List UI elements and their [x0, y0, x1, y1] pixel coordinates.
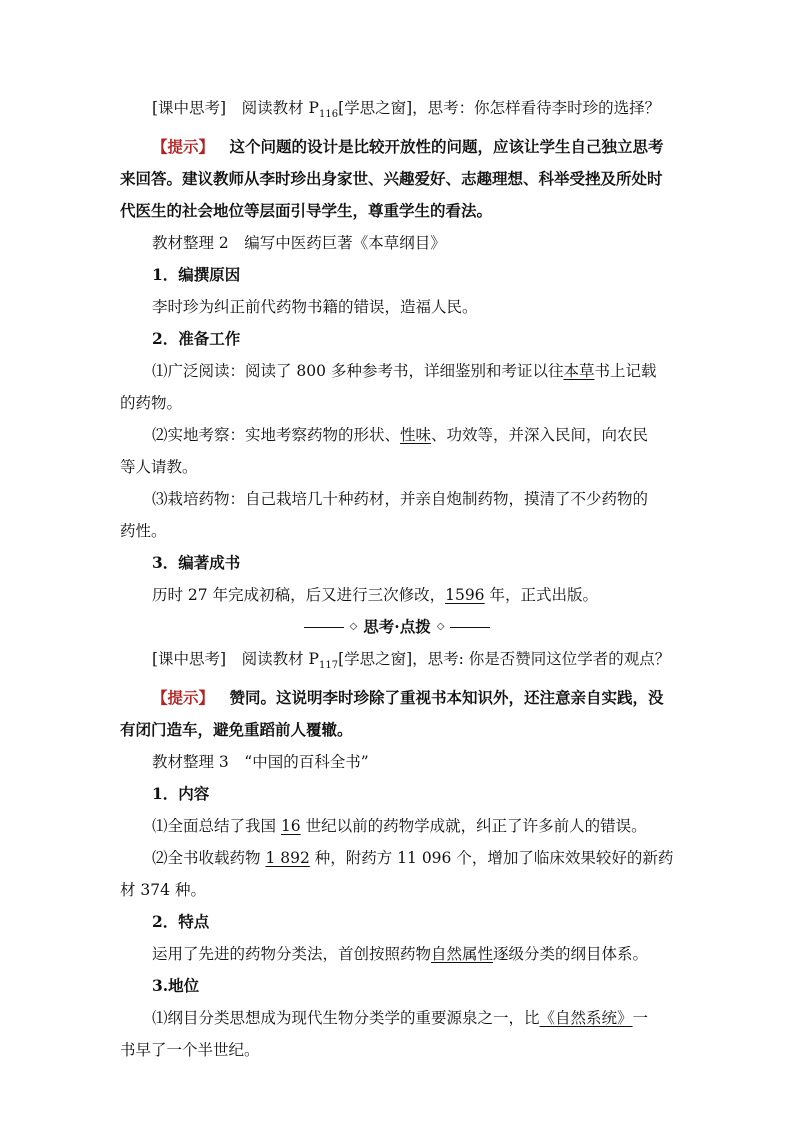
answer-blank: 16 [280, 817, 301, 836]
hint-block-1: 【提示】 这个问题的设计是比较开放性的问题，应该让学生自己独立思考 来回答。建议教师从李时珍出身家世、兴趣爱好、志趣理想、科举受挫及所处时 代医生的社会地位等层面引导学生，尊重学生的看法。 [120, 137, 664, 221]
think-banner [120, 611, 674, 643]
answer-blank: 自然属性 [431, 945, 494, 964]
list-item: ⑶栽培药物：自己栽培几十种药材，并亲自炮制药物，摸清了不少药物的 [152, 490, 649, 509]
paragraph: 李时珍为纠正前代药物书籍的错误，造福人民。 [152, 298, 478, 317]
hint-label: 【提示】 [152, 137, 215, 157]
diamond-icon: ◇ [436, 621, 445, 633]
list-item: ⑴纲目分类思想成为现代生物分类学的重要源泉之一，比《自然系统》一 [152, 1009, 649, 1028]
answer-blank: 本草 [563, 362, 595, 381]
list-item: ⑴全面总结了我国 16 世纪以前的药物学成就，纠正了许多前人的错误。 [152, 817, 647, 836]
think-question-1: [课中思考] 阅读教材 $P_{116}$[学思之窗]，思考：你怎样看待李时珍的选择？ [152, 99, 661, 121]
hint-block-2: 【提示】 赞同。这说明李时珍除了重视书本知识外，还注意亲自实践，没 有闭门造车，避免重蹈前人覆辙。 [120, 688, 664, 740]
diamond-icon: ◇ [349, 621, 358, 633]
think-question-2: [课中思考] 阅读教材 $P_{117}$[学思之窗]，思考: 你是否赞同这位学者的观点？ [152, 650, 671, 672]
think-tag: [课中思考] [152, 99, 227, 117]
answer-blank: 性味 [400, 426, 432, 445]
document-body: [课中思考] 阅读教材 $P_{116}$[学思之窗]，思考：你怎样看待李时珍的选择？ 【提示】 这个问题的设计是比较开放性的问题，应该让学生自己独立思考 来回答。建议教师从李时珍出身家世、兴趣爱好、志趣理想、科举受挫及所处时 代医生的社会地位等层面引导学生，尊重学生的看法。 教材整理 2 编写中医药巨著《本草纲目》 1．编撰原因 李时珍为纠正前代药物书籍的错误，造福人民。 2．准备工作 ⑴广泛阅读：阅读了 800 多种参考书，详细鉴别和考证以往本草书上记载 的药物。 ⑵实地考察：实地考察药物的形状、性味、功效等，并深入民间，向农民 等人请教。 ⑶栽培药物：自己栽培几十种药材，并亲自炮制药物，摸清了不少药物的 药性。 3．编著成书 历时 27 年完成初稿，后又进行三次修改，1596 年，正式出版。 ◇ 思考·点拨 ◇ [课中思考] 阅读教材 $P_{117}$[学思之窗]，思考: 你是否赞同这位学者的观点？ 【提示】 赞同。这说明李时珍除了重视书本知识外，还注意亲自实践，没 有闭门造车，避免重蹈前人覆辙。 教材整理 3 “中国的百科全书” 1．内容 ⑴全面总结了我国 16 世纪以前的药物学成就，纠正了许多前人的错误。 ⑵全书收载药物 1 892 种，附药方 11 096 个，增加了临床效果较好的新药 材 374 种。 2．特点 运用了先进的药物分类法，首创按照药物自然属性逐级分类的纲目体系。 3.地位 ⑴纲目分类思想成为现代生物分类学的重要源泉之一，比《自然系统》一 书早了一个半世纪。 [120, 92, 674, 1066]
section-title-2: 教材整理 2 编写中医药巨著《本草纲目》 [152, 234, 446, 253]
paragraph: 运用了先进的药物分类法，首创按照药物自然属性逐级分类的纲目体系。 [152, 945, 649, 964]
answer-blank: 《自然系统》 [539, 1009, 633, 1028]
think-tag: [课中思考] [152, 650, 227, 669]
section-title-3: 教材整理 3 “中国的百科全书” [152, 753, 369, 772]
list-item: ⑴广泛阅读：阅读了 800 多种参考书，详细鉴别和考证以往本草书上记载 [152, 362, 657, 381]
answer-blank: 1596 [445, 586, 485, 605]
section-heading: 3．编著成书 [152, 553, 241, 573]
banner-title: 思考·点拨 [363, 617, 431, 637]
hint-label: 【提示】 [152, 688, 215, 708]
section-heading: 2．准备工作 [152, 329, 241, 349]
divider-line [450, 627, 490, 628]
page-number: 116 [318, 109, 339, 121]
list-item: ⑵实地考察：实地考察药物的形状、性味、功效等，并深入民间，向农民 [152, 426, 649, 445]
section-heading: 1．内容 [152, 784, 210, 804]
section-heading: 3.地位 [152, 976, 200, 996]
paragraph: 历时 27 年完成初稿，后又进行三次修改，1596 年，正式出版。 [152, 586, 598, 605]
answer-blank: 1 892 [265, 849, 310, 868]
section-heading: 1．编撰原因 [152, 265, 241, 285]
divider-line [304, 627, 344, 628]
page-number: 117 [318, 660, 339, 672]
section-heading: 2．特点 [152, 912, 210, 932]
list-item: ⑵全书收载药物 1 892 种，附药方 11 096 个，增加了临床效果较好的新药 [152, 849, 674, 868]
